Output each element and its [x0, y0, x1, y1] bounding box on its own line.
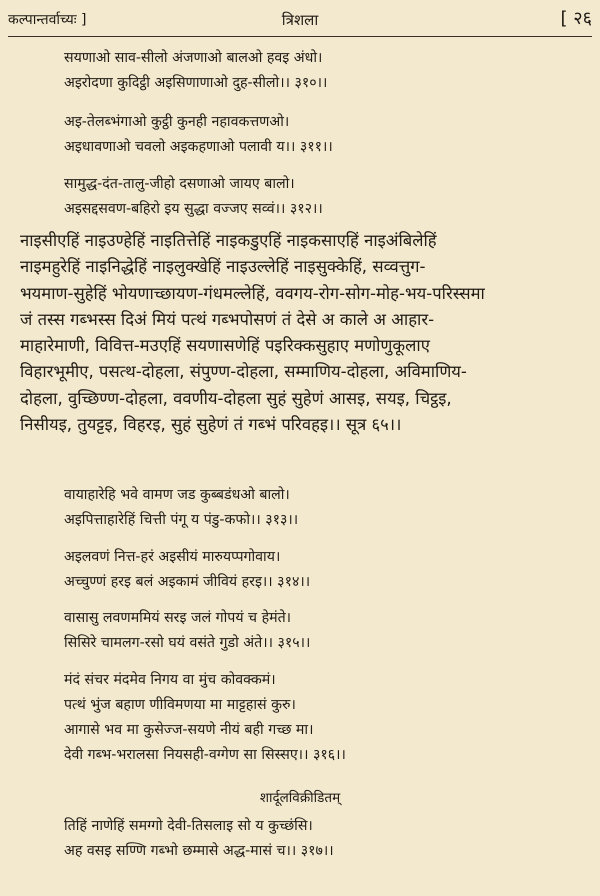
running-title: त्रिशला: [281, 11, 319, 29]
verse-line: अइ-तेलब्भंगाओ कुट्ठी कुनही नहावकत्तणओ।: [64, 114, 290, 130]
header-rule: [8, 36, 592, 37]
verse-line: मंदं संचर मंदमेव निगय वा मुंच कोवक्कमं।: [64, 672, 276, 688]
verse-line: सयणाओ साव-सीलो अंजणाओ बालओ हवइ अंधो।: [64, 50, 323, 66]
verse-line: सामुद्ध-दंत-तालु-जीहो दसणाओ जायए बालो।: [64, 176, 295, 192]
verse-311: [64, 110, 584, 160]
page-number: [ २६: [560, 8, 592, 29]
prose-line: विहारभूमीए, पसत्थ-दोहला, संपुण्ण-दोहला, सम्माणिय-दोहला, अविमाणिय-: [20, 362, 467, 382]
verse-line: वायाहारेहि भवे वामण जड कुब्बडंधओ बालो।: [64, 487, 290, 503]
verse-line: अच्चुण्णं हरइ बलं अइकामं जीवियं हरइ।। ३१४।।: [64, 574, 311, 590]
verse-315: [64, 606, 584, 656]
verse-line: तिहिं नाणेहिं समग्गो देवी-तिसलाइ सो य कुच्छंसि।: [64, 818, 313, 834]
prose-line: माहारेमाणी, विवित्त-मउएहिं सयणासणेहिं पइरिक्कसुहाए मणोणुकूलाए: [20, 336, 430, 356]
verse-line: अइपित्ताहारेहिं चित्ती पंगू य पंडु-कफो।। ३१३।।: [64, 512, 299, 528]
verse-310: [64, 46, 584, 96]
sutra-65-prose: [20, 228, 586, 438]
verse-line: अइधावणाओ चवलो अइकहणाओ पलावी य।। ३११।।: [64, 139, 333, 155]
verse-line: पत्थं भुंज बहाण णीविमणया मा माट्टहासं कुरु।: [64, 697, 296, 713]
prose-line: नाइसीएहिं नाइउण्हेहिं नाइतित्तेहिं नाइकडुएहिं नाइकसाएहिं नाइअंबिलेहिं: [20, 231, 437, 250]
prose-line: जं तस्स गब्भस्स दिअं मियं पत्थं गब्भपोसणं तं देसे अ काले अ आहार-: [20, 309, 435, 329]
verse-line: अह वसइ सण्णि गब्भो छम्मासे अद्ध-मासं च।। ३१७।।: [64, 843, 334, 859]
page-header: [0, 0, 600, 38]
verse-line: आगासे भव मा कुसेज्ज-सयणे नीयं बही गच्छ मा।: [64, 722, 314, 738]
verse-line: अइरोदणा कुदिट्ठी अइसिणाणाओ दुह-सीलो।। ३१०।।: [64, 75, 328, 91]
meter-label: शार्दूलविक्रीडितम्: [259, 790, 341, 806]
prose-line: निसीयइ, तुयट्टइ, विहरइ, सुहं सुहेणं तं गब्भं परिवहइ।। सूत्र ६५।।: [20, 415, 402, 435]
verse-line: सिसिरे चामलग-रसो घयं वसंते गुडो अंते।। ३१५।।: [64, 635, 311, 651]
verse-313: [64, 483, 584, 533]
verse-316: [64, 668, 584, 768]
verse-line: अइसद्दसवण-बहिरो इय सुद्धा वज्जए सव्वं।। ३१२।।: [64, 201, 323, 217]
verse-line: वासासु लवणममियं सरइ जलं गोपयं च हेमंते।: [64, 610, 292, 626]
verse-line: देवी गब्भ-भरालसा नियसही-वग्गेण सा सिस्सए।। ३१६।।: [64, 747, 346, 763]
prose-line: दोहला, वुच्छिण्ण-दोहला, ववणीय-दोहला सुहं सुहेणं आसइ, सयइ, चिट्ठइ,: [20, 388, 452, 408]
verse-line: अइलवणं नित्त-हरं अइसीयं मारुयप्पगोवाय।: [64, 549, 281, 565]
prose-line: नाइमहुरेहिं नाइनिद्धेहिं नाइलुक्खेहिं नाइउल्लेहिं नाइसुक्केहिं, सव्वत्तुग-: [20, 257, 426, 277]
verse-317: [64, 814, 584, 864]
prose-line: भयमाण-सुहेहिं भोयणाच्छायण-गंधमल्लेहिं, ववगय-रोग-सोग-मोह-भय-परिस्समा: [20, 283, 485, 303]
verse-314: [64, 545, 584, 595]
verse-312: [64, 172, 584, 222]
section-title: कल्पान्तर्वाच्यः ]: [8, 12, 87, 28]
